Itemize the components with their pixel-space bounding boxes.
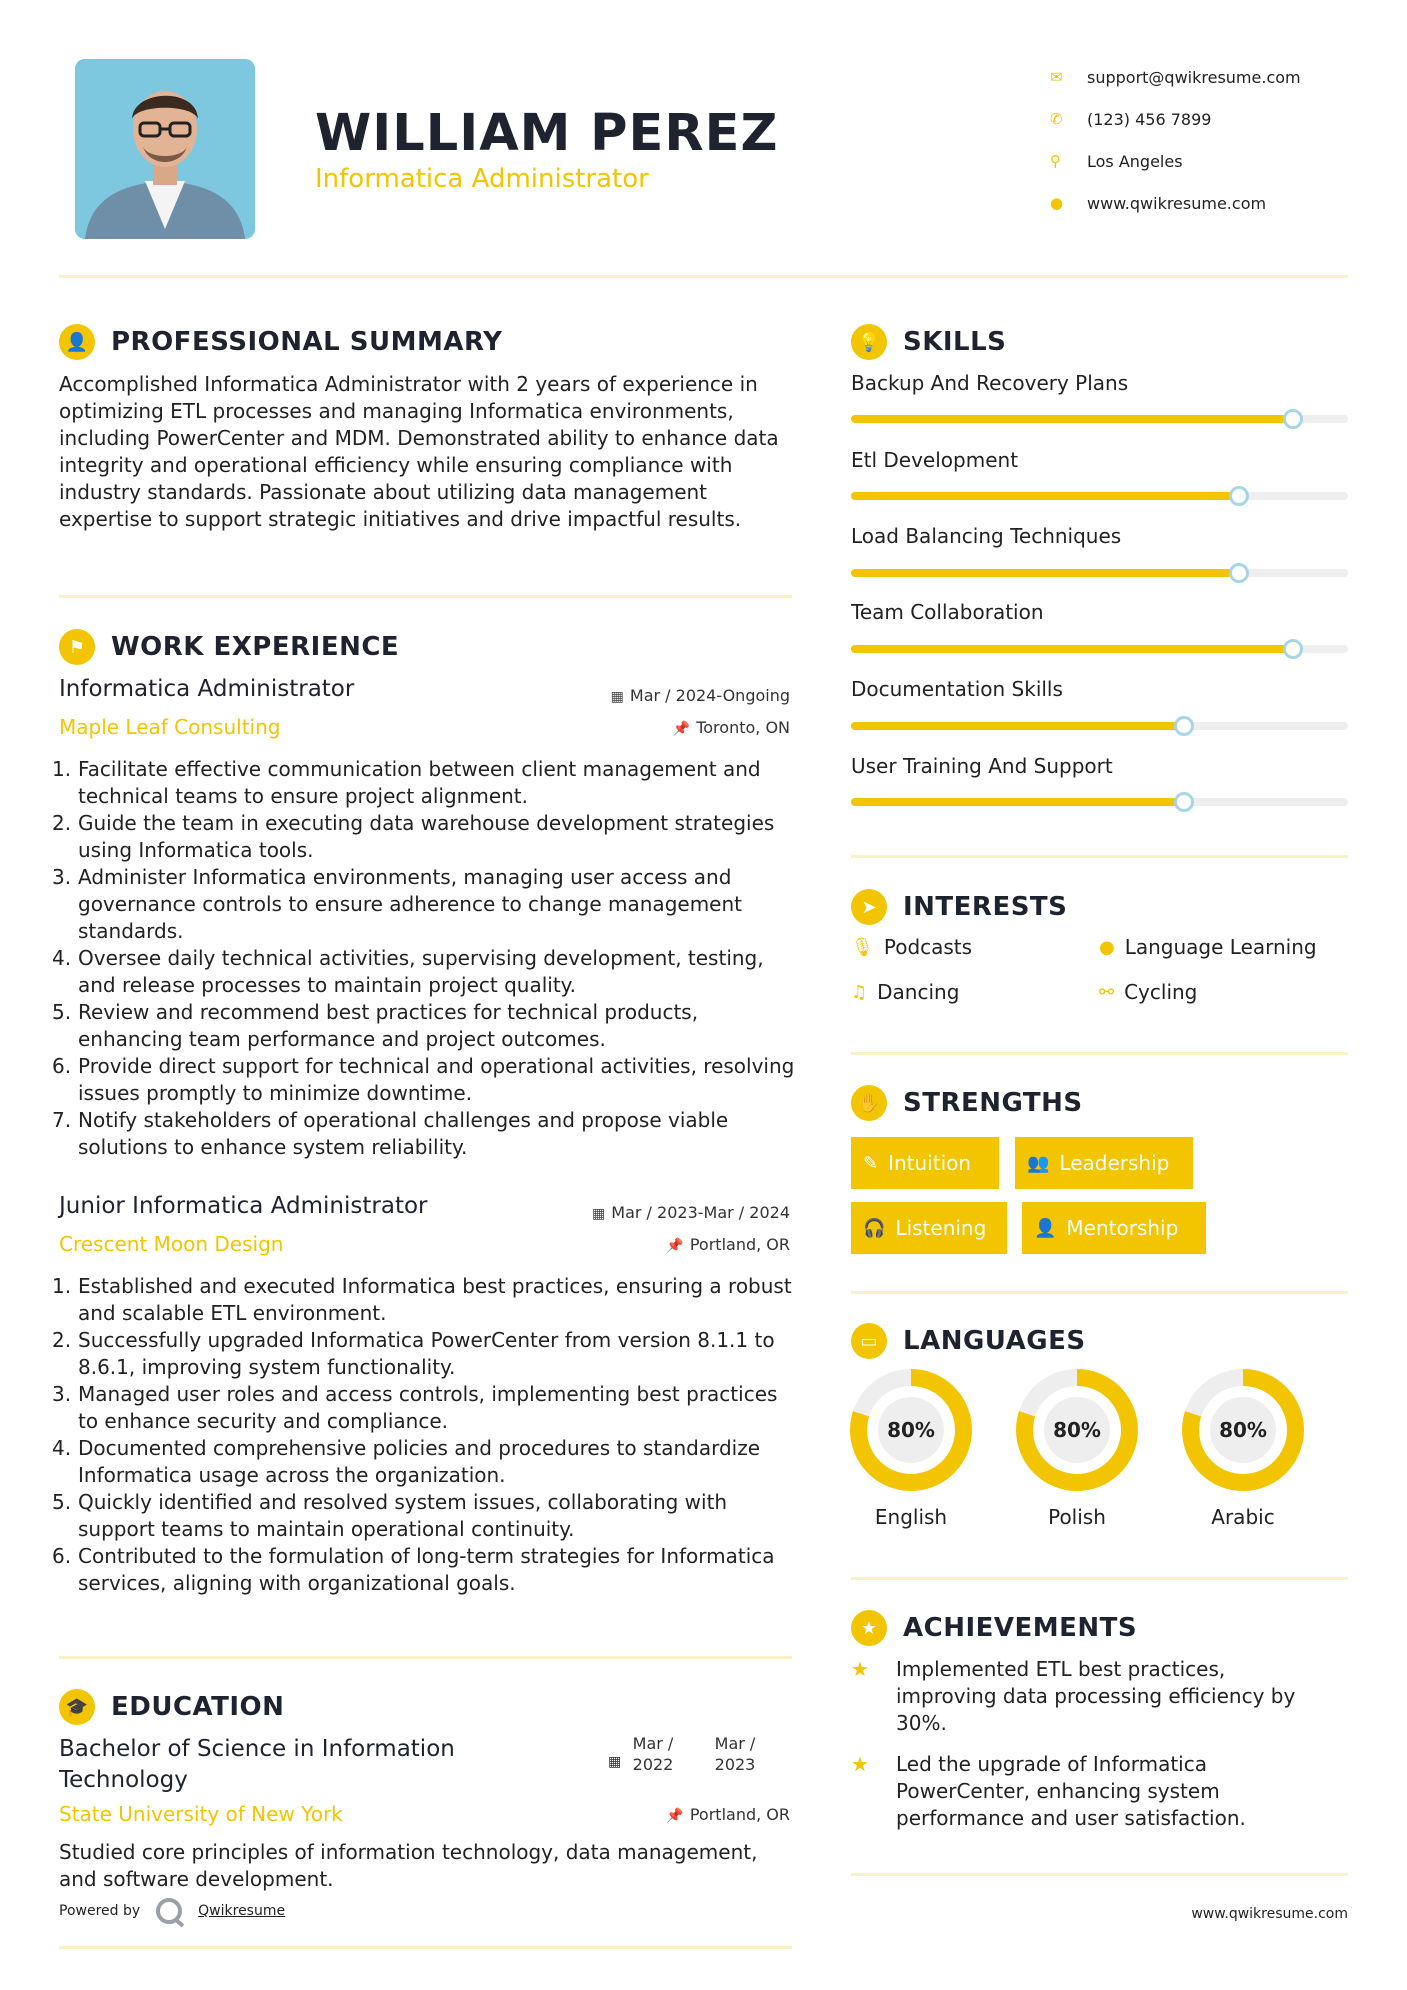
headphones-icon: 🎧 xyxy=(863,1217,886,1239)
languages-divider xyxy=(851,1577,1348,1580)
skill-bar-knob xyxy=(1229,486,1249,506)
job-location xyxy=(673,718,790,737)
user-icon: 👤 xyxy=(59,324,95,360)
achievement-item: ★ Led the upgrade of Informatica PowerCenter, enhancing system performance and user satisfaction. xyxy=(851,1752,1246,1830)
pushpin-icon: 📌 xyxy=(666,1238,684,1254)
chair-icon: ⚑ xyxy=(59,629,95,665)
language-name: English xyxy=(874,1505,948,1529)
language-name: Arabic xyxy=(1211,1505,1275,1529)
skill-bar-fill xyxy=(851,798,1184,806)
skill-bar-knob xyxy=(1174,716,1194,736)
skill-bar xyxy=(851,722,1348,730)
education-location xyxy=(666,1805,790,1824)
contact-website[interactable] xyxy=(1050,182,1301,224)
achievement-item: ★ Implemented ETL best practices, improving data processing efficiency by 30%. xyxy=(851,1657,1296,1735)
strengths-heading xyxy=(851,1085,1083,1121)
contact-list xyxy=(1050,56,1301,224)
contact-email-text: support@qwikresume.com xyxy=(1087,67,1301,87)
skill-bar xyxy=(851,645,1348,653)
contact-phone[interactable] xyxy=(1050,98,1301,140)
pushpin-icon: 📌 xyxy=(672,721,691,737)
list-item: 4. Oversee daily technical activities, supervising development, testing, and release processes to maintain project quality. xyxy=(52,946,764,997)
paper-plane-icon: ➤ xyxy=(851,889,887,925)
calendar-icon: ▦ xyxy=(592,1206,606,1222)
education-school: State University of New York xyxy=(59,1802,343,1826)
list-item: 6. Contributed to the formulation of long-term strategies for Informatica services, aligning with organizational goals. xyxy=(52,1544,775,1595)
bicycle-icon: ⚯ xyxy=(1099,981,1115,1003)
skill-name: Load Balancing Techniques xyxy=(851,524,1122,548)
job-title: Junior Informatica Administrator xyxy=(59,1193,428,1219)
skills-divider xyxy=(851,855,1348,858)
skill-bar-fill xyxy=(851,569,1239,577)
strength-badge: 👥 Leadership xyxy=(1015,1137,1193,1189)
list-item: 2. Successfully upgraded Informatica PowerCenter from version 8.1.1 to 8.6.1, improving system functionality. xyxy=(52,1328,775,1379)
skills-heading-text: SKILLS xyxy=(903,327,1007,357)
skill-bar xyxy=(851,492,1348,500)
language-icon: ▭ xyxy=(851,1323,887,1359)
star-icon: ★ xyxy=(851,1657,869,1681)
summary-heading-text: PROFESSIONAL SUMMARY xyxy=(111,327,503,357)
language-percent: 80% xyxy=(1044,1397,1110,1463)
skill-bar-fill xyxy=(851,645,1293,653)
candidate-title: Informatica Administrator xyxy=(315,164,649,194)
achievements-divider xyxy=(851,1873,1348,1876)
globe-icon: ● xyxy=(1099,936,1115,958)
language-name: Polish xyxy=(1048,1505,1106,1529)
calendar-icon: ▦ xyxy=(608,1754,622,1770)
brand-link[interactable]: Qwikresume xyxy=(198,1903,286,1919)
profile-photo xyxy=(75,59,255,239)
list-item: 1. Established and executed Informatica best practices, ensuring a robust and scalable ETL environment. xyxy=(52,1274,792,1325)
contact-location xyxy=(1050,140,1301,182)
education-date-end: Mar / 2023 xyxy=(714,1734,756,1774)
list-item: 6. Provide direct support for technical and operational activities, resolving issues promptly to minimize downtime. xyxy=(52,1054,795,1105)
interests-heading xyxy=(851,889,1067,925)
interests-divider xyxy=(851,1052,1348,1055)
experience-divider xyxy=(59,1656,792,1659)
users-icon: 👥 xyxy=(1027,1152,1050,1174)
strength-badge: ✎ Intuition xyxy=(851,1137,999,1189)
star-badge-icon: ★ xyxy=(851,1610,887,1646)
job-date xyxy=(592,1203,790,1222)
list-item: 4. Documented comprehensive policies and procedures to standardize Informatica usage across the organization. xyxy=(52,1436,761,1487)
language-ring xyxy=(1016,1369,1138,1491)
education-location-text: Portland, OR xyxy=(689,1805,790,1824)
list-item: 1. Facilitate effective communication between client management and technical teams to ensure project alignment. xyxy=(52,757,761,808)
graduation-cap-icon: 🎓 xyxy=(59,1689,95,1725)
interests-heading-text: INTERESTS xyxy=(903,892,1068,922)
interest-item: 🎙 Podcasts xyxy=(851,935,973,959)
skill-bar-fill xyxy=(851,722,1184,730)
job-duties-list xyxy=(52,1273,802,1597)
job-location-text: Portland, OR xyxy=(689,1235,790,1254)
skill-bar-knob xyxy=(1174,792,1194,812)
list-item: 7. Notify stakeholders of operational challenges and propose viable solutions to enhance system reliability. xyxy=(52,1108,729,1159)
skill-bar-fill xyxy=(851,492,1239,500)
experience-heading xyxy=(59,629,399,665)
skill-bar-fill xyxy=(851,415,1293,423)
list-item: 5. Review and recommend best practices for technical products, enhancing team performance and project outcomes. xyxy=(52,1000,699,1051)
skill-bar-knob xyxy=(1229,563,1249,583)
language-ring xyxy=(1182,1369,1304,1491)
strength-badge: 🎧 Listening xyxy=(851,1202,1007,1254)
achievements-heading-text: ACHIEVEMENTS xyxy=(903,1613,1138,1643)
job-date-text: Mar / 2023-Mar / 2024 xyxy=(611,1203,790,1222)
job-title: Informatica Administrator xyxy=(59,676,355,702)
strengths-heading-text: STRENGTHS xyxy=(903,1088,1083,1118)
lightbulb-icon: 💡 xyxy=(851,324,887,360)
skill-name: Etl Development xyxy=(851,448,1019,472)
language-percent: 80% xyxy=(1210,1397,1276,1463)
job-duties-list xyxy=(52,756,802,1161)
candidate-name: WILLIAM PEREZ xyxy=(315,104,779,163)
skill-name: Backup And Recovery Plans xyxy=(851,371,1129,395)
list-item: 3. Managed user roles and access controls, implementing best practices to enhance security and compliance. xyxy=(52,1382,778,1433)
strengths-divider xyxy=(851,1291,1348,1294)
skill-bar xyxy=(851,798,1348,806)
contact-phone-text: (123) 456 7899 xyxy=(1087,109,1212,129)
footer-url[interactable]: www.qwikresume.com xyxy=(1191,1906,1348,1922)
education-date-start: Mar / 2022 xyxy=(632,1734,674,1774)
job-date-text: Mar / 2024-Ongoing xyxy=(629,686,790,705)
microphone-icon: 🎙 xyxy=(851,936,874,958)
job-location xyxy=(666,1235,790,1254)
calendar-icon: ▦ xyxy=(610,689,624,705)
skill-bar xyxy=(851,415,1348,423)
language-percent: 80% xyxy=(878,1397,944,1463)
contact-location-text: Los Angeles xyxy=(1087,151,1183,171)
summary-divider xyxy=(59,595,792,598)
skill-bar-knob xyxy=(1283,639,1303,659)
languages-heading xyxy=(851,1323,1086,1359)
skill-name: User Training And Support xyxy=(851,754,1113,778)
interest-item: ● Language Learning xyxy=(1099,935,1317,959)
education-description: Studied core principles of information technology, data management, and software development. xyxy=(59,1840,758,1891)
skill-name: Documentation Skills xyxy=(851,677,1063,701)
envelope-icon: ✉ xyxy=(1050,68,1063,86)
education-heading xyxy=(59,1689,284,1725)
skills-heading xyxy=(851,324,1006,360)
star-icon: ★ xyxy=(851,1752,869,1776)
qwikresume-logo-icon xyxy=(156,1898,182,1924)
job-company: Crescent Moon Design xyxy=(59,1232,284,1256)
skill-name: Team Collaboration xyxy=(851,600,1044,624)
strength-badge: 👤 Mentorship xyxy=(1022,1202,1206,1254)
list-item: 3. Administer Informatica environments, managing user access and governance controls to ensure adherence to change management standards. xyxy=(52,865,742,943)
powered-by xyxy=(59,1898,285,1924)
job-company: Maple Leaf Consulting xyxy=(59,715,281,739)
contact-email[interactable] xyxy=(1050,56,1301,98)
summary-text: Accomplished Informatica Administrator with 2 years of experience in optimizing ETL processes and managing Informatica environments, including PowerCenter and MDM. Demonstrated ability to enhance data integrity and operational efficiency while ensuring compliance with industry standards. Passionate about utilizing data management expertise to support strategic initiatives and drive impactful results. xyxy=(59,372,779,531)
skill-bar xyxy=(851,569,1348,577)
contact-website-text: www.qwikresume.com xyxy=(1087,193,1267,213)
user-plus-icon: 👤 xyxy=(1034,1217,1057,1239)
list-item: 5. Quickly identified and resolved system issues, collaborating with support teams to maintain operational continuity. xyxy=(52,1490,728,1541)
globe-icon: ● xyxy=(1050,194,1064,212)
education-degree: Bachelor of Science in Information Technology xyxy=(59,1736,455,1793)
language-ring xyxy=(850,1369,972,1491)
languages-heading-text: LANGUAGES xyxy=(903,1326,1086,1356)
music-note-icon: ♫ xyxy=(851,981,868,1003)
footer-divider-left xyxy=(59,1946,792,1949)
skill-bar-knob xyxy=(1283,409,1303,429)
achievements-heading xyxy=(851,1610,1137,1646)
hand-icon: ✋ xyxy=(851,1085,887,1121)
pushpin-icon: 📌 xyxy=(666,1808,684,1824)
summary-heading xyxy=(59,324,502,360)
phone-icon: ✆ xyxy=(1050,110,1063,128)
map-pin-icon: ⚲ xyxy=(1050,152,1061,170)
interest-item: ♫ Dancing xyxy=(851,980,960,1004)
job-location-text: Toronto, ON xyxy=(696,718,790,737)
powered-by-label: Powered by xyxy=(59,1903,141,1919)
education-heading-text: EDUCATION xyxy=(111,1692,285,1722)
list-item: 2. Guide the team in executing data warehouse development strategies using Informatica tools. xyxy=(52,811,775,862)
job-date xyxy=(611,686,790,705)
interest-item: ⚯ Cycling xyxy=(1099,980,1198,1004)
magic-wand-icon: ✎ xyxy=(863,1152,879,1174)
header-divider xyxy=(59,275,1348,278)
experience-heading-text: WORK EXPERIENCE xyxy=(111,632,400,662)
